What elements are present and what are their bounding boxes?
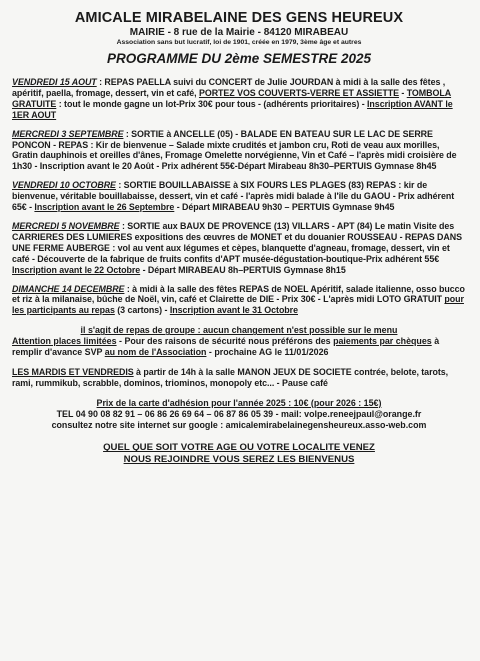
program-title: PROGRAMME DU 2ème SEMESTRE 2025 [106, 51, 372, 66]
board-games-block [12, 367, 466, 389]
security-text: - Pour des raisons de sécurité nous préférons des [116, 336, 334, 347]
event-october [12, 180, 466, 213]
association-title: AMICALE MIRABELAINE DES GENS HEUREUX [74, 10, 404, 26]
event-date: DIMANCHE 14 DECEMBRE [12, 283, 125, 294]
event-september [12, 129, 466, 173]
event-text: : SORTIE aux BAUX DE PROVENCE (13) VILLARS - APT (84) Le matin Visite des CARRIERES DES LUMIERES expositions des œuvres de MONET et du douanier ROUSSEAU - REPAS DANS UNE FERME AUBERGE : vol au vent aux légumes et cèpes, blanquette d'agneau, fromage, dessert, vin et café - Découverte de la fabrique de fruits confits d'APT musée-dégustation-boutique-Prix adhérent 55€ [12, 220, 462, 264]
ag-date: - prochaine AG le 11/01/2026 [206, 347, 329, 358]
contact-phone-mail: TEL 04 90 08 82 91 – 06 86 26 69 64 – 06 87 86 05 39 - mail: volpe.reneejpaul@orange.fr [56, 408, 422, 419]
event-highlight: PORTEZ VOS COUVERTS-VERRE ET ASSIETTE [198, 87, 399, 98]
payment-note [12, 336, 466, 358]
event-date: VENDREDI 15 AOUT [12, 77, 97, 87]
payee-name: au nom de l'Association [104, 347, 207, 358]
games-days: LES MARDIS ET VENDREDIS [12, 366, 134, 377]
event-december [12, 284, 466, 317]
membership-price [12, 398, 466, 409]
event-text: - [398, 87, 407, 98]
event-registration: Inscription AVANT le 1ER AOUT [12, 98, 453, 120]
group-meal-text: il s'agit de repas de groupe : aucun changement n'est possible sur le menu [80, 325, 398, 336]
event-highlight: TOMBOLA GRATUITE [12, 87, 452, 109]
event-text: : SORTIE à ANCELLE (05) - BALADE EN BATEAU SUR LE LAC DE SERRE PONCON - REPAS : Kir de bienvenue – Salade mixte crudités et jambon cru, Roti de veau aux morilles, Gratin dauphinois et oreilles d'ânes, Fromage Omelette norvégienne, Vin et Café – l'après midi croisière de 1h30 - Inscription avant le 20 Août - Prix adhérent 55€-Départ Mirabeau 8h30–PERTUIS Gymnase 8h45 [12, 128, 457, 172]
games-text: à partir de 14h à la salle MANON JEUX DE SOCIETE contrée, belote, tarots, rami, rummikub, scrabble, dominos, triominos, monopoly etc... - Pause café [12, 366, 449, 388]
event-text: : tout le monde gagne un lot-Prix 30€ pour tous - (adhérents prioritaires) - [56, 98, 368, 109]
security-text: à remplir d'avance SVP [12, 336, 440, 358]
association-legal-note: Association sans but lucratif, loi de 1901, créée en 1979, 3ème âge et autres [116, 39, 362, 46]
event-august [12, 77, 466, 121]
event-registration: Inscription avant le 31 Octobre [169, 305, 298, 316]
event-date: MERCREDI 3 SEPTEMBRE [12, 128, 124, 139]
event-text: : REPAS PAELLA suivi du CONCERT de Julie JOURDAN à midi à la salle des fêtes , apéritif, paella, fromage, dessert, vin et café, [12, 77, 446, 98]
event-registration: Inscription avant le 26 Septembre [34, 202, 175, 213]
event-text: : à midi à la salle des fêtes REPAS de NOEL Apéritif, salade italienne, osso bucco et riz à la milanaise, bûche de Noël, vin, café et Clairette de DIE - Prix 30€ - L'après midi LOTO GRATUIT [12, 283, 465, 305]
event-highlight: pour les participants au repas [12, 294, 464, 316]
payment-method: paiements par chèques [333, 336, 432, 347]
event-date: MERCREDI 5 NOVEMBRE [12, 220, 120, 231]
event-text: - Départ MIRABEAU 8h–PERTUIS Gymnase 8h15 [140, 264, 346, 275]
event-text: : SORTIE BOUILLABAISSE à SIX FOURS LES PLAGES (83) REPAS : kir de bienvenue, véritable bouillabaisse, dessert, vin et café - l'après midi balade à l'île du GAOU - Prix adhérent 65€ - [12, 180, 455, 213]
closing-line-2 [12, 454, 466, 466]
association-address: MAIRIE - 8 rue de la Mairie - 84120 MIRABEAU [129, 27, 349, 38]
contact-website: consultez notre site internet sur google : amicalemirabelainegensheureux.asso-web.com [51, 419, 427, 430]
closing-text: QUEL QUE SOIT VOTRE AGE OU VOTRE LOCALITE VENEZ [103, 442, 375, 454]
membership-price-text: Prix de la carte d'adhésion pour l'année 2025 : 10€ (pour 2026 : 15€) [96, 397, 382, 408]
limited-places-text: Attention places limitées [12, 336, 117, 347]
event-date: VENDREDI 10 OCTOBRE [12, 180, 116, 191]
event-registration: Inscription avant le 22 Octobre [12, 264, 141, 275]
closing-line-1 [12, 442, 466, 454]
closing-text: NOUS REJOINDRE VOUS SEREZ LES BIENVENUS [123, 454, 355, 466]
event-text: (3 cartons) - [114, 305, 170, 316]
event-text: - Départ MIRABEAU 9h30 – PERTUIS Gymnase 9h45 [174, 202, 395, 213]
group-meal-note [12, 325, 466, 336]
event-november [12, 221, 466, 276]
